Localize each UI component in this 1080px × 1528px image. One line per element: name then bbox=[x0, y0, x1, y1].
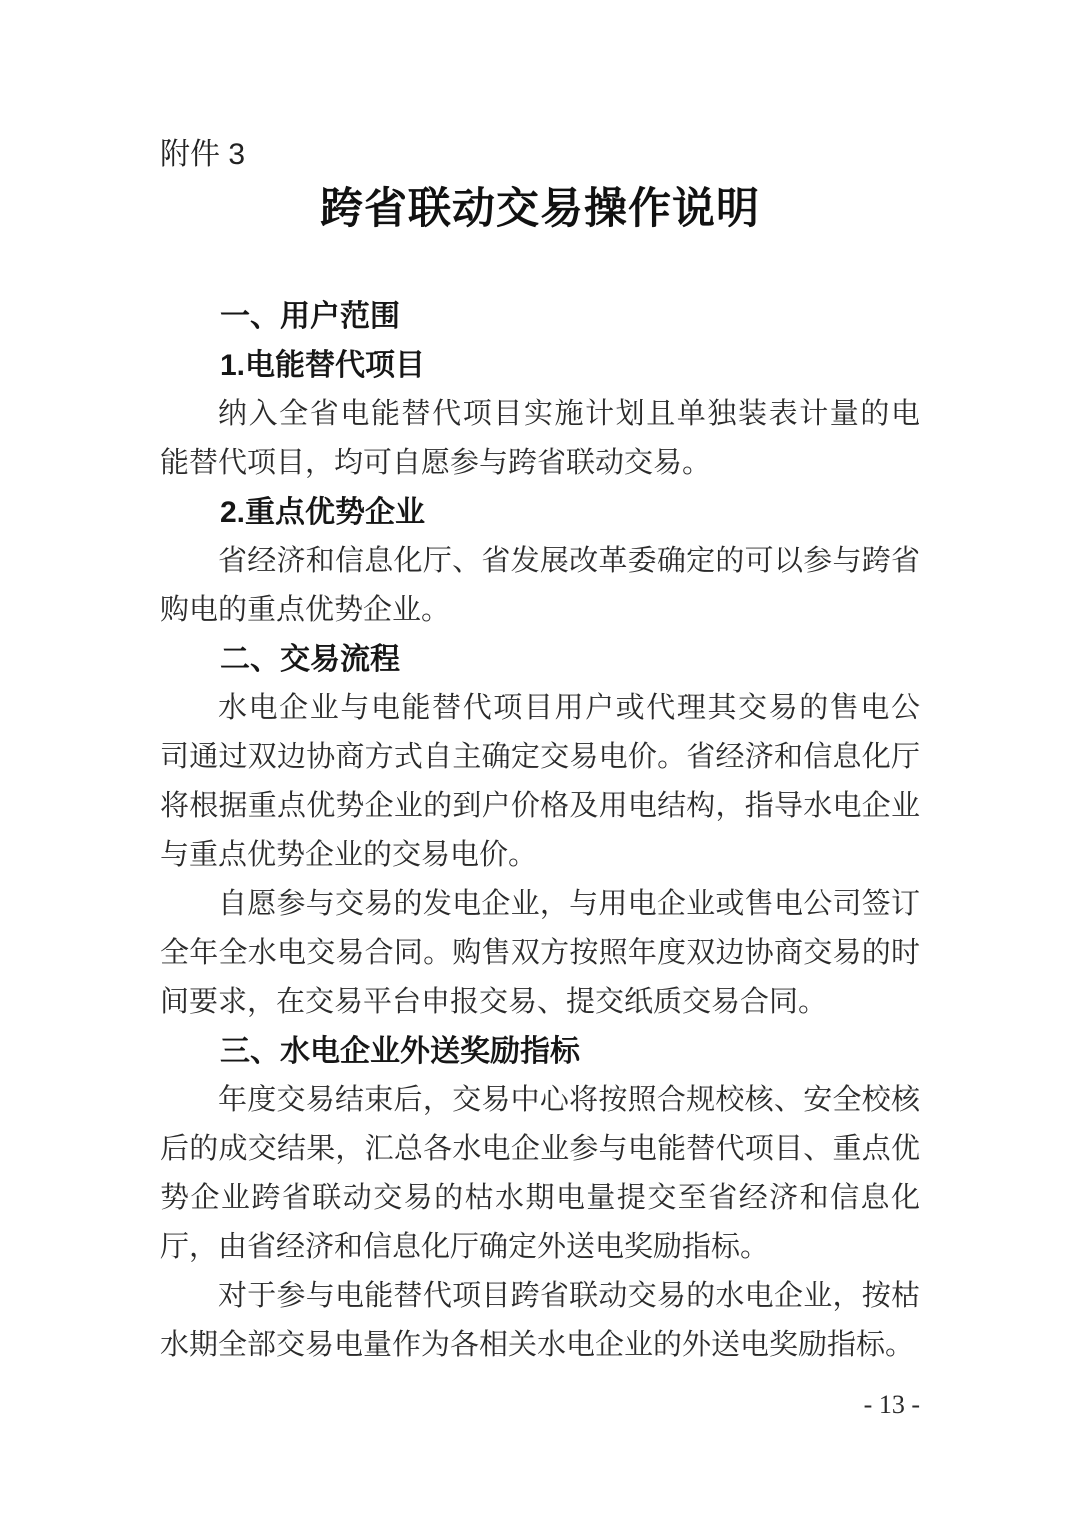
paragraph-line: 后的成交结果，汇总各水电企业参与电能替代项目、重点优 bbox=[160, 1133, 920, 1165]
paragraph-line: 年度交易结束后，交易中心将按照合规校核、安全校核 bbox=[218, 1084, 920, 1116]
section-heading: 一、用户范围 bbox=[220, 300, 400, 333]
paragraph-line: 对于参与电能替代项目跨省联动交易的水电企业，按枯 bbox=[218, 1280, 920, 1312]
attachment-label: 附件 3 bbox=[160, 138, 246, 171]
paragraph-line: 省经济和信息化厅、省发展改革委确定的可以参与跨省 bbox=[218, 545, 920, 577]
paragraph-line: 水电企业与电能替代项目用户或代理其交易的售电公 bbox=[218, 692, 920, 724]
document-title: 跨省联动交易操作说明 bbox=[320, 185, 760, 233]
paragraph-line: 与重点优势企业的交易电价。 bbox=[160, 839, 538, 871]
section-heading: 2.重点优势企业 bbox=[220, 496, 426, 529]
section-heading: 1.电能替代项目 bbox=[220, 349, 426, 382]
paragraph-line: 势企业跨省联动交易的枯水期电量提交至省经济和信息化 bbox=[160, 1182, 920, 1214]
paragraph-line: 自愿参与交易的发电企业，与用电企业或售电公司签订 bbox=[218, 888, 920, 920]
paragraph-line: 间要求，在交易平台申报交易、提交纸质交易合同。 bbox=[160, 986, 828, 1018]
paragraph-line: 全年全水电交易合同。购售双方按照年度双边协商交易的时 bbox=[160, 937, 920, 969]
paragraph-line: 能替代项目，均可自愿参与跨省联动交易。 bbox=[160, 447, 712, 479]
document-blocks bbox=[160, 292, 920, 1370]
section-heading: 二、交易流程 bbox=[220, 643, 400, 676]
paragraph-line: 购电的重点优势企业。 bbox=[160, 594, 451, 626]
page-number: - 13 - bbox=[863, 1390, 920, 1419]
paragraph-line: 纳入全省电能替代项目实施计划且单独装表计量的电 bbox=[218, 398, 920, 430]
paragraph-line: 厅，由省经济和信息化厅确定外送电奖励指标。 bbox=[160, 1231, 770, 1263]
paragraph-line: 水期全部交易电量作为各相关水电企业的外送电奖励指标。 bbox=[160, 1329, 915, 1361]
paragraph-line: 将根据重点优势企业的到户价格及用电结构，指导水电企业 bbox=[160, 790, 920, 822]
paragraph-line: 司通过双边协商方式自主确定交易电价。省经济和信息化厅 bbox=[160, 741, 920, 773]
section-heading: 三、水电企业外送奖励指标 bbox=[220, 1035, 580, 1068]
